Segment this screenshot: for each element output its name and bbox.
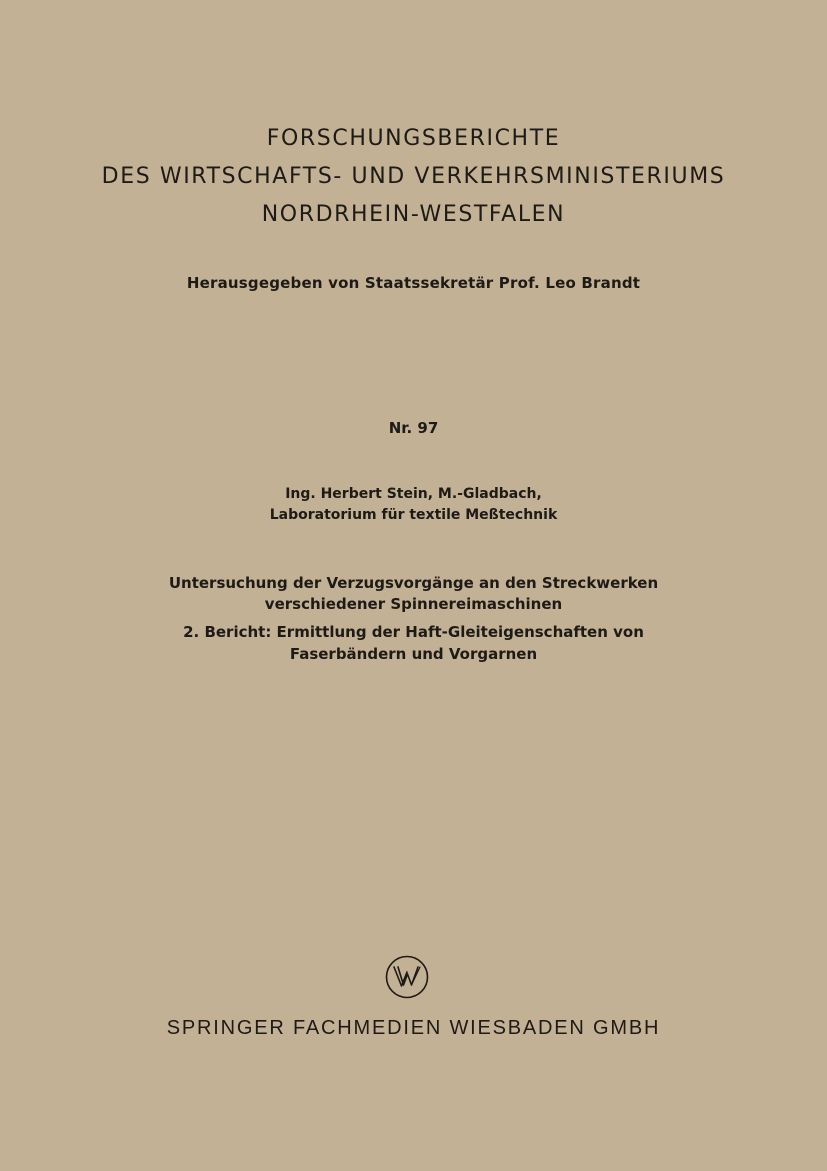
report-title-line-2: verschiedener Spinnereimaschinen bbox=[264, 595, 563, 613]
report-subtitle bbox=[0, 621, 827, 665]
author-affiliation: Laboratorium für textile Meßtechnik bbox=[269, 507, 558, 523]
publisher-name: SPRINGER FACHMEDIEN WIESBADEN GMBH bbox=[166, 1017, 661, 1039]
report-title-line-1: Untersuchung der Verzugsvorgänge an den Streckwerken bbox=[168, 574, 659, 592]
report-subtitle-line-1: 2. Bericht: Ermittlung der Haft-Gleiteigenschaften von bbox=[183, 623, 644, 641]
author-name: Ing. Herbert Stein, M.-Gladbach, bbox=[285, 486, 542, 502]
series-title-line-3: NORDRHEIN-WESTFALEN bbox=[261, 202, 566, 227]
editor-line: Herausgegeben von Staatssekretär Prof. Leo Brandt bbox=[186, 274, 641, 292]
series-title-line-1: FORSCHUNGSBERICHTE bbox=[266, 126, 561, 151]
report-subtitle-line-2: Faserbändern und Vorgarnen bbox=[289, 645, 538, 663]
volume-number: Nr. 97 bbox=[388, 419, 439, 437]
series-title bbox=[0, 120, 827, 234]
springer-vieweg-circle-logo-icon bbox=[385, 955, 429, 999]
series-title-line-2: DES WIRTSCHAFTS- UND VERKEHRSMINISTERIUMS bbox=[101, 164, 726, 189]
report-title bbox=[0, 573, 827, 615]
author-block bbox=[0, 484, 827, 526]
